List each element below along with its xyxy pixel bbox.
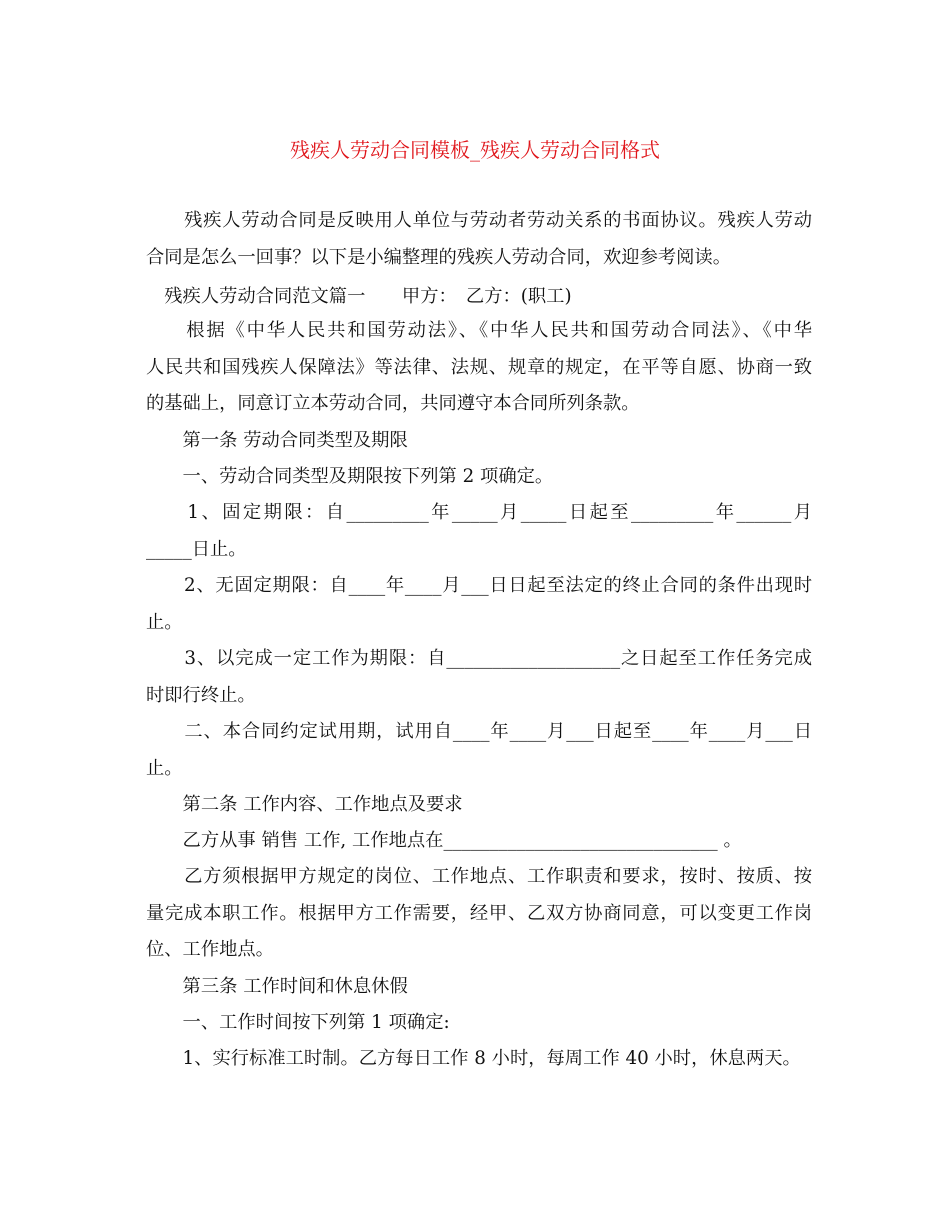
text-line: 二、本合同约定试用期，试用自____年____月___日起至____年____月___日 (146, 721, 812, 742)
text-line: 的基础上，同意订立本劳动合同，共同遵守本合同所列条款。 (146, 393, 640, 414)
text-line: 乙方从事 销售 工作, 工作地点在______________________________ 。 (146, 830, 742, 851)
text-line: 第二条 工作内容、工作地点及要求 (146, 794, 463, 815)
text-line: 乙方须根据甲方规定的岗位、工作地点、工作职责和要求，按时、按质、按 (146, 866, 812, 887)
paragraph (146, 459, 812, 496)
paragraph (146, 1005, 812, 1042)
text-line: 1、固定期限：自_________年_____月_____日起至_________年______月 (146, 502, 812, 523)
paragraph (146, 969, 812, 1006)
paragraph (146, 823, 812, 860)
text-line: 一、工作时间按下列第 1 项确定: (146, 1012, 450, 1033)
text-line: 合同是怎么一回事？以下是小编整理的残疾人劳动合同，欢迎参考阅读。 (146, 246, 731, 268)
text-line: 位、工作地点。 (146, 939, 274, 960)
text-line: 一、劳动合同类型及期限按下列第 2 项确定。 (146, 466, 554, 487)
paragraph (146, 313, 812, 423)
paragraph (146, 641, 812, 714)
text-line: 时即行终止。 (146, 684, 256, 706)
text-line: 第一条 劳动合同类型及期限 (146, 430, 408, 451)
paragraph (146, 1041, 812, 1078)
text-line: 残疾人劳动合同范文篇一 甲方： 乙方：(职工) (146, 286, 572, 307)
paragraph (146, 495, 812, 568)
paragraph (146, 568, 812, 641)
paragraph (146, 423, 812, 460)
paragraph (146, 787, 812, 824)
paragraph (146, 859, 812, 969)
text-line: 1、实行标准工时制。乙方每日工作 8 小时，每周工作 40 小时，休息两天。 (146, 1048, 801, 1069)
text-line: _____日止。 (146, 538, 247, 560)
paragraph (146, 714, 812, 787)
document-title: 残疾人劳动合同模板_残疾人劳动合同格式 (290, 138, 660, 162)
text-line: 根据《中华人民共和国劳动法》、《中华人民共和国劳动合同法》、《中华 (146, 320, 812, 341)
text-line: 3、以完成一定工作为期限：自___________________之日起至工作任务完成 (146, 648, 812, 669)
text-line: 人民共和国残疾人保障法》等法律、法规、规章的规定，在平等自愿、协商一致 (146, 356, 812, 378)
text-line: 残疾人劳动合同是反映用人单位与劳动者劳动关系的书面协议。残疾人劳动 (146, 210, 812, 231)
text-line: 第三条 工作时间和休息休假 (146, 976, 408, 997)
text-line: 止。 (146, 757, 183, 779)
text-line: 量完成本职工作。根据甲方工作需要，经甲、乙双方协商同意，可以变更工作岗 (146, 902, 812, 924)
paragraph (146, 203, 812, 276)
text-line: 2、无固定期限：自____年____月___日日起至法定的终止合同的条件出现时 (146, 575, 812, 596)
paragraph (146, 279, 812, 316)
text-line: 止。 (146, 611, 183, 633)
